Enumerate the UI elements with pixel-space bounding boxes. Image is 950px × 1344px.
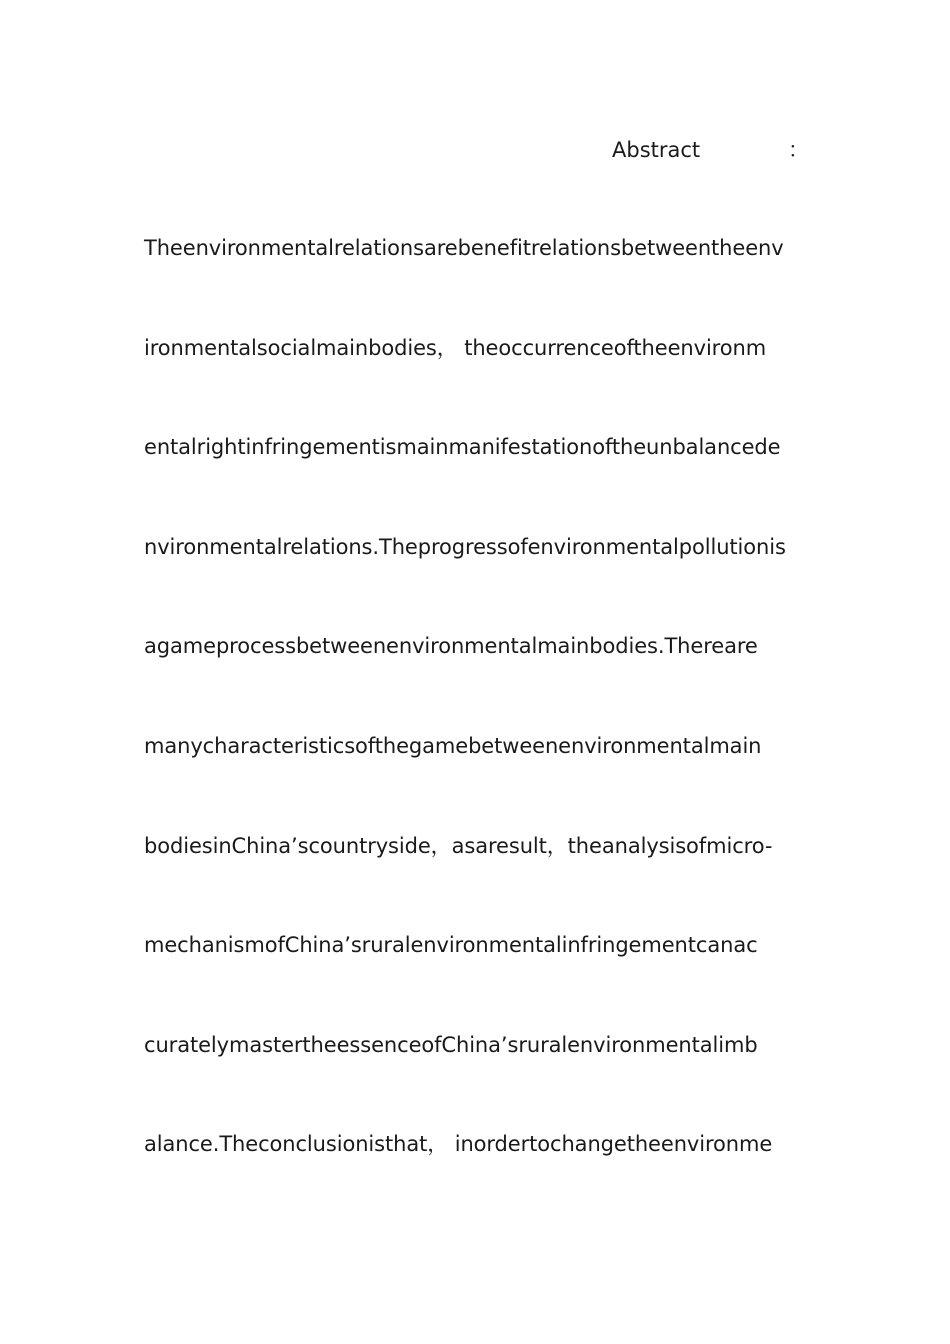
abstract-line: agameprocessbetweenenvironmentalmainbodies.Thereare xyxy=(144,634,758,659)
abstract-line: curatelymastertheessenceofChina’sruralenvironmentalimb xyxy=(144,1032,758,1057)
abstract-line: nvironmentalrelations.Theprogressofenvironmentalpollutionis xyxy=(144,534,786,559)
abstract-line: bodiesinChina’scountryside，asaresult，theanalysisofmicro- xyxy=(144,833,773,858)
abstract-title: Abstract xyxy=(612,138,701,162)
abstract-heading xyxy=(612,136,812,164)
abstract-line: alance.Theconclusionisthat， inordertochangetheenvironme xyxy=(144,1132,773,1157)
abstract-line: manycharacteristicsofthegamebetweenenvironmentalmain xyxy=(144,733,762,758)
abstract-colon: ： xyxy=(788,138,809,162)
abstract-line: Theenvironmentalrelationsarebenefitrelationsbetweentheenv xyxy=(144,236,784,260)
abstract-line: ironmentalsocialmainbodies， theoccurrenceoftheenvironm xyxy=(144,335,767,360)
abstract-body xyxy=(144,234,816,1230)
abstract-line: mechanismofChina’sruralenvironmentalinfringementcanac xyxy=(144,933,758,958)
abstract-line: entalrightinfringementismainmanifestationoftheunbalancede xyxy=(144,435,781,460)
